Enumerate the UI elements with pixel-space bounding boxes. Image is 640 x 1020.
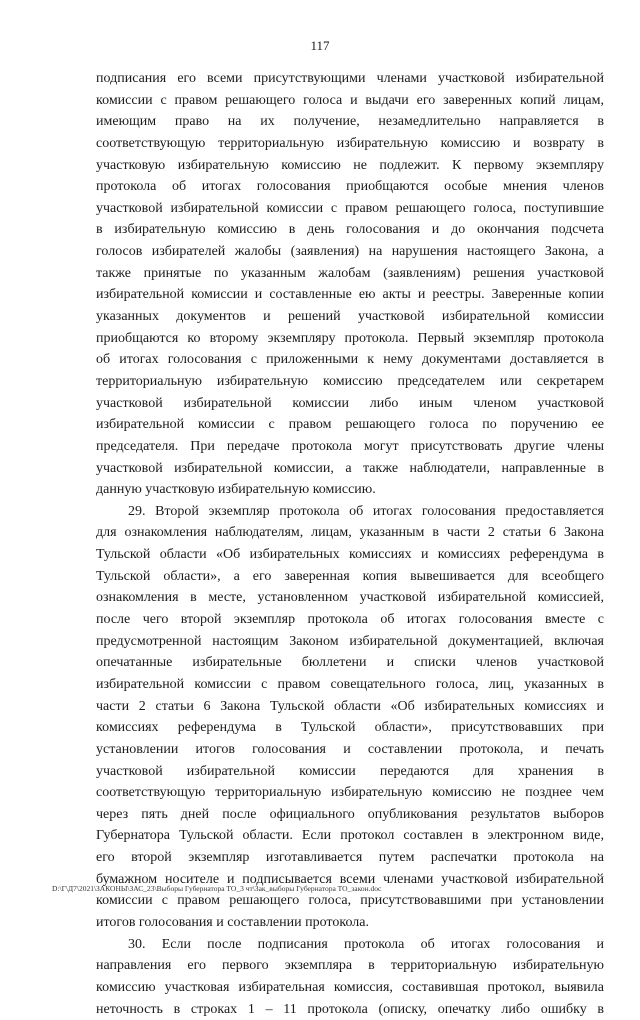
text-line: 30. Если после подписания протокола об итогах голосования и <box>128 936 604 952</box>
text-line: участковой избирательной комиссии, а также наблюдатели, направленные в <box>96 460 604 476</box>
text-line: голосов избирателей жалобы (заявления) на нарушения настоящего Закона, а <box>96 244 604 260</box>
text-line: 29. Второй экземпляр протокола об итогах голосования предоставляется <box>128 503 604 519</box>
text-line: подписания его всеми присутствующими членами участковой избирательной <box>96 71 604 86</box>
text-line: данную участковую избирательную комиссию. <box>96 482 376 498</box>
text-line: участковой избирательной комиссии либо иным членом участковой <box>96 395 604 411</box>
text-line: предусмотренной настоящим Законом избирательной документацией, включая <box>96 633 604 649</box>
text-line: Губернатора Тульской области. Если протокол составлен в электронном виде, <box>96 828 604 844</box>
text-line: участковую избирательную комиссию не подлежит. К первому экземпляру <box>96 157 604 173</box>
text-line: ознакомления в месте, установленном участковой избирательной комиссией, <box>96 590 604 606</box>
text-line: участковой избирательной комиссии передаются для хранения в <box>96 763 604 779</box>
text-line: председателя. При передаче протокола могут присутствовать другие члены <box>96 438 604 454</box>
text-line: избирательной комиссии с правом решающего голоса по поручению ее <box>96 417 604 433</box>
text-line: избирательной комиссии и составленные ею акты и реестры. Заверенные копии <box>96 287 604 303</box>
text-line: части 2 статьи 6 Закона Тульской области «Об избирательных комиссиях и <box>96 698 604 714</box>
text-line: для ознакомления наблюдателям, лицам, указанным в части 2 статьи 6 Закона <box>96 525 604 541</box>
text-line: соответствующую территориальную избирательную комиссию и возврату в <box>96 135 604 151</box>
file-path-footer: D:\Г\Д7\2021\ЗАКОНЫ\ЗАС_23\Выборы Губернатора ТО_3 чт\Зак_выборы Губернатора ТО_закон.doc <box>52 884 382 893</box>
text-line: территориальную избирательную комиссию председателем или секретарем <box>96 373 604 389</box>
text-line: через пять дней после официального опубликования результатов выборов <box>96 806 604 822</box>
text-line: итогов голосования и составлении протокола. <box>96 914 369 930</box>
text-line: после чего второй экземпляр протокола об итогах голосования вместе с <box>96 612 604 628</box>
text-line: установлении итогов голосования и составлении протокола, и печать <box>96 741 604 757</box>
text-line: в избирательную комиссию в день голосования и до окончания подсчета <box>96 222 604 238</box>
text-line: опечатанные избирательные бюллетени и списки членов участковой <box>96 655 604 671</box>
text-line: соответствующую территориальную избирательную комиссию не позднее чем <box>96 785 604 801</box>
text-line: также принятые по указанным жалобам (заявлениям) решения участковой <box>96 265 604 281</box>
text-line: неточность в строках 1 – 11 протокола (описку, опечатку либо ошибку в <box>96 1001 604 1017</box>
text-line: направления его первого экземпляра в территориальную избирательную <box>96 958 604 974</box>
text-line: его второй экземпляр изготавливается путем распечатки протокола на <box>96 850 604 866</box>
text-line: избирательной комиссии с правом совещательного голоса, лиц, указанных в <box>96 676 604 692</box>
text-line: бумажном носителе и подписывается всеми членами участковой избирательной <box>96 871 604 887</box>
text-line: протокола об итогах голосования приобщаются особые мнения членов <box>96 179 604 195</box>
text-line: указанных документов и решений участковой избирательной комиссии <box>96 309 604 325</box>
text-line: Тульской области «Об избирательных комиссиях и комиссиях референдума в <box>96 547 604 563</box>
text-line: участковой избирательной комиссии с правом решающего голоса, поступившие <box>96 200 604 216</box>
text-line: об итогах голосования с приложенными к нему документами доставляется в <box>96 352 604 368</box>
text-line: Тульской области», а его заверенная копия вывешивается для всеобщего <box>96 568 604 584</box>
page-number: 117 <box>310 38 330 53</box>
text-line: комиссию участковая избирательная комиссия, составившая протокол, выявила <box>96 979 604 995</box>
text-line: имеющим право на их получение, незамедлительно направляется в <box>96 114 604 130</box>
text-line: приобщаются ко второму экземпляру протокола. Первый экземпляр протокола <box>96 330 604 346</box>
text-line: комиссии с правом решающего голоса и выдачи его заверенных копий лицам, <box>96 92 604 108</box>
text-line: комиссии с правом решающего голоса, присутствовавшими при установлении <box>96 893 604 909</box>
document-body <box>96 68 604 1020</box>
text-line: комиссиях референдума в Тульской области», присутствовавших при <box>96 720 604 736</box>
